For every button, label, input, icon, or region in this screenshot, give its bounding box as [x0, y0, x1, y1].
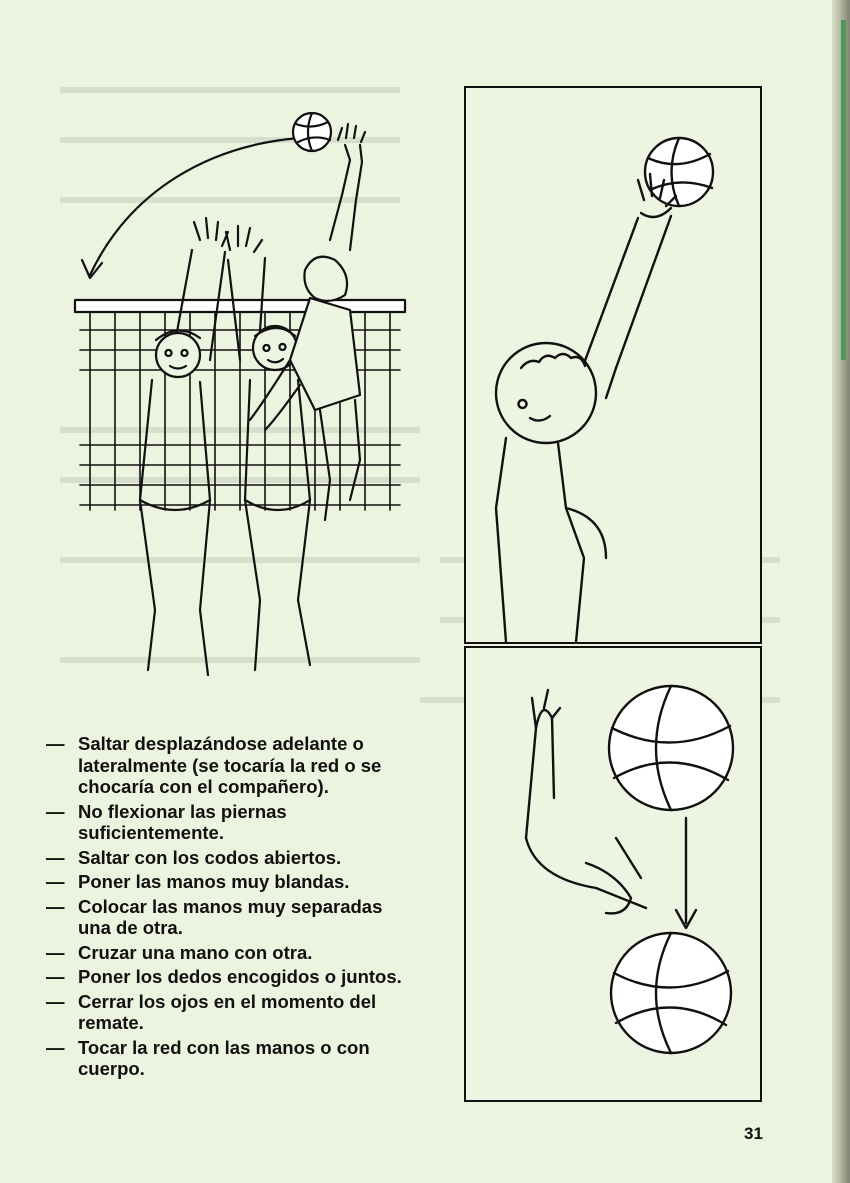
- dash-bullet: —: [46, 846, 65, 868]
- list-item: — Cerrar los ojos en el momento del remate.: [46, 990, 377, 1033]
- list-item: — Saltar desplazándose adelante o lateralmente (se tocaría la red o se chocaría con el compañero).: [46, 733, 382, 797]
- dash-bullet: —: [46, 733, 65, 754]
- block-illustration: [60, 100, 410, 700]
- hand-contact-panel: [464, 646, 762, 1102]
- hand-contact-illustration: [466, 648, 760, 1100]
- arm-reach-illustration: [466, 88, 760, 642]
- volleyball-icon: [609, 686, 733, 810]
- page-number: 31: [744, 1124, 763, 1143]
- list-item: — Colocar las manos muy separadas una de otra.: [46, 895, 383, 938]
- volleyball-icon: [645, 138, 713, 206]
- dash-bullet: —: [46, 966, 65, 987]
- dash-bullet: —: [46, 1036, 65, 1058]
- volleyball-icon: [293, 113, 331, 151]
- arm-reach-panel: [464, 86, 762, 644]
- list-item: — Poner los dedos encogidos o juntos.: [46, 966, 402, 987]
- list-item: — Cruzar una mano con otra.: [46, 941, 313, 963]
- dash-bullet: —: [46, 871, 65, 892]
- list-item: — No flexionar las piernas suficientemente.: [46, 800, 287, 843]
- volleyball-icon: [611, 933, 731, 1053]
- list-item: — Saltar con los codos abiertos.: [46, 846, 342, 868]
- dash-bullet: —: [46, 895, 65, 917]
- dash-bullet: —: [46, 941, 65, 963]
- common-errors-list: [46, 733, 406, 1083]
- dash-bullet: —: [46, 990, 65, 1012]
- binding-strip: [841, 20, 846, 360]
- dash-bullet: —: [46, 800, 65, 822]
- list-item: — Tocar la red con las manos o con cuerpo.: [46, 1036, 370, 1079]
- list-item: — Poner las manos muy blandas.: [46, 871, 350, 892]
